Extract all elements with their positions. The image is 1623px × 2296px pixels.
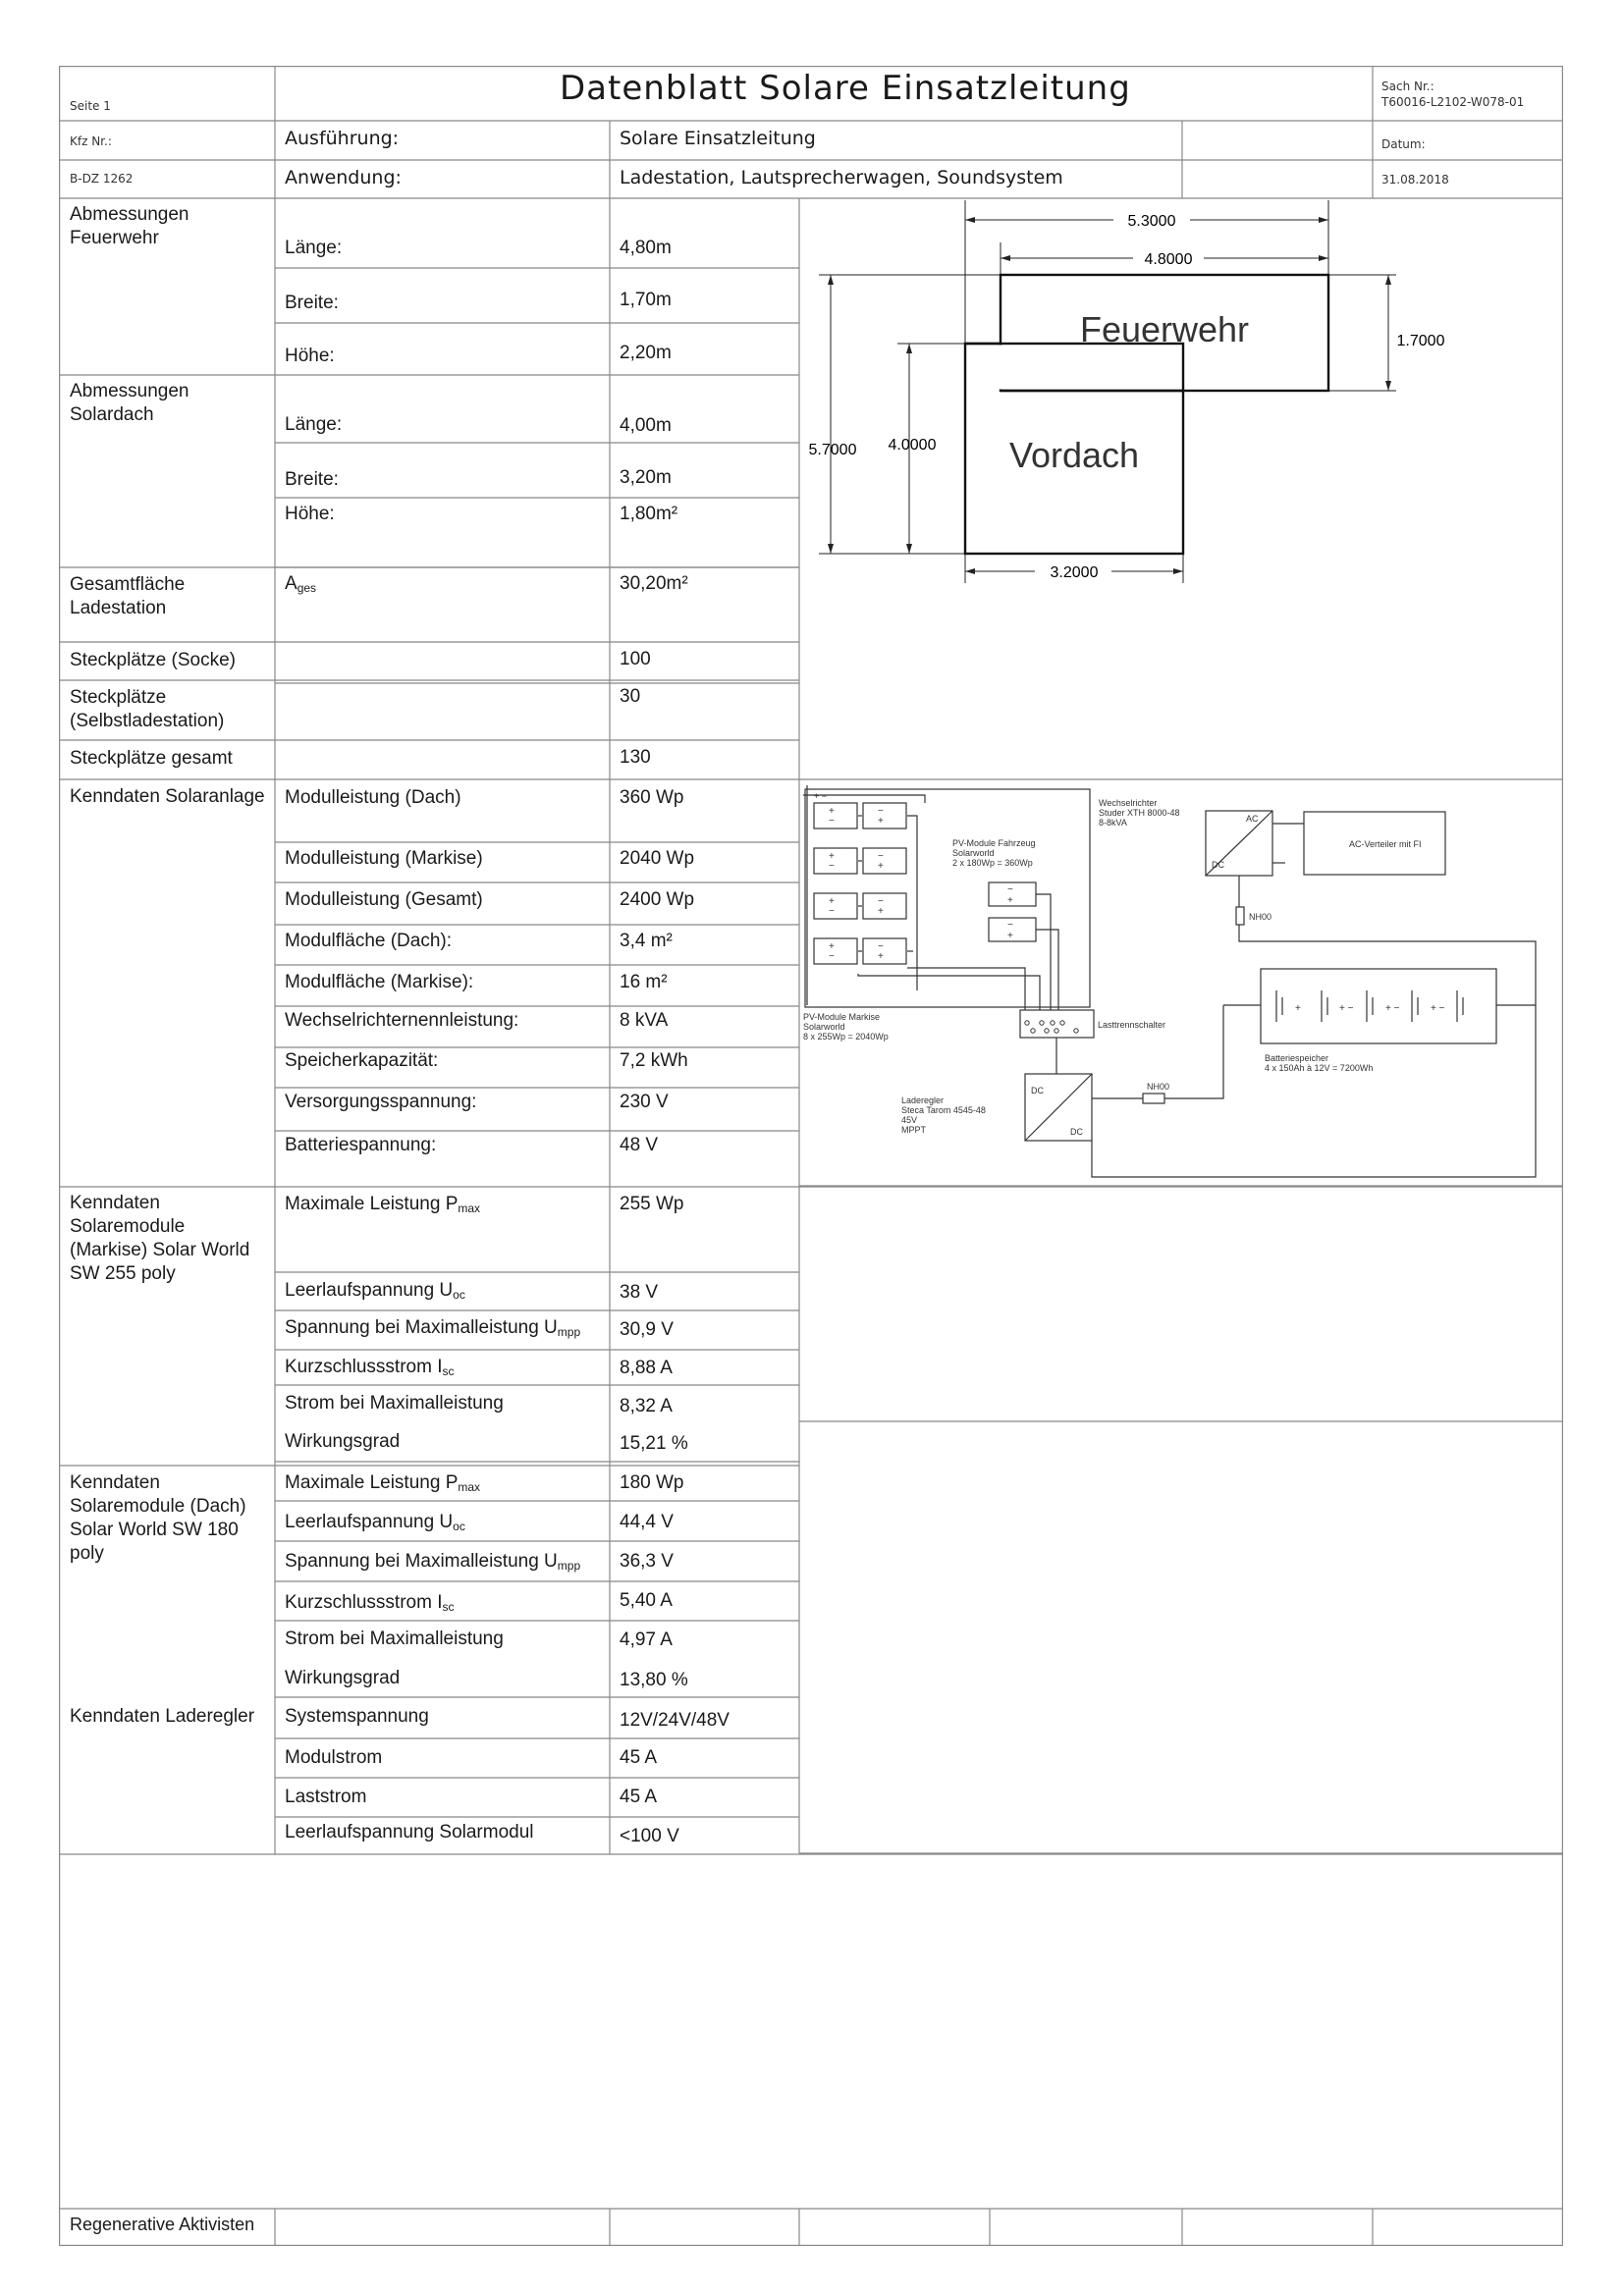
row-value: 8,32 A xyxy=(620,1396,673,1416)
laderegler-dc-bottom: DC xyxy=(1070,1127,1083,1137)
laderegler-label-1: Laderegler xyxy=(901,1095,945,1105)
socke-value: 100 xyxy=(620,649,651,669)
label-vordach: Vordach xyxy=(1008,435,1140,475)
plus-sign: + xyxy=(878,906,884,917)
plus-sign: + xyxy=(829,806,835,817)
datum-label: Datum: xyxy=(1381,137,1426,151)
fuse-label-1: NH00 xyxy=(1249,912,1272,922)
row-value: 3,20m xyxy=(620,467,672,488)
minus-sign: − xyxy=(878,806,884,817)
ausfuehrung-value: Solare Einsatzleitung xyxy=(620,128,816,149)
dim-left-inner: 4.0000 xyxy=(888,437,937,454)
row-label: Versorgungsspannung: xyxy=(285,1092,477,1112)
anwendung-value: Ladestation, Lautsprecherwagen, Soundsystem xyxy=(620,167,1063,188)
gesamt-symbol: $A_{ges}$ xyxy=(285,573,317,595)
row-value: 180 Wp xyxy=(620,1472,684,1493)
row-label: Wirkungsgrad xyxy=(285,1668,401,1688)
row-label: Strom bei Maximalleistung xyxy=(285,1393,504,1414)
row-value: 2,20m xyxy=(620,343,672,363)
row-label: Höhe: xyxy=(285,346,335,366)
dim-top-inner: 4.8000 xyxy=(1144,251,1193,268)
row-value: 16 m² xyxy=(620,972,668,992)
row-label: Systemspannung xyxy=(285,1706,429,1727)
row-value: 1,70m xyxy=(620,290,672,310)
row-label: Modulleistung (Dach) xyxy=(285,787,461,808)
row-value: 4,00m xyxy=(620,415,672,436)
row-label: Breite: xyxy=(285,469,339,490)
row-value: 15,21 % xyxy=(620,1433,688,1454)
ausfuehrung-label: Ausführung: xyxy=(285,128,400,149)
plus-sign: + xyxy=(878,816,884,827)
section-title-steck-gesamt: Steckplätze gesamt xyxy=(70,748,233,769)
laderegler-label-4: MPPT xyxy=(901,1125,927,1135)
plus-sign: + xyxy=(1007,931,1013,941)
row-value: 360 Wp xyxy=(620,787,684,808)
section-title-selbstladestation: Steckplätze (Selbstladestation) xyxy=(70,687,225,731)
section-title-socke: Steckplätze (Socke) xyxy=(70,650,236,670)
steck-gesamt-value: 130 xyxy=(620,747,651,768)
minus-sign: − xyxy=(829,951,835,962)
row-value: 48 V xyxy=(620,1135,659,1155)
kfz-value: B-DZ 1262 xyxy=(70,172,134,186)
minus-sign: − xyxy=(829,816,835,827)
sach-value: T60016-L2102-W078-01 xyxy=(1381,95,1525,109)
minus-sign: − xyxy=(1007,884,1013,895)
minus-sign: + − xyxy=(1431,1003,1445,1014)
row-label: Kurzschlussstrom $I_{sc}$ xyxy=(285,1357,455,1378)
plus-sign: + xyxy=(829,896,835,907)
pv-markise-plusminus-1: + − xyxy=(814,791,828,801)
row-label: Maximale Leistung $P_{max}$ xyxy=(285,1194,481,1215)
row-value: 12V/24V/48V xyxy=(620,1710,730,1731)
anwendung-label: Anwendung: xyxy=(285,167,402,188)
row-label: Modulfläche (Markise): xyxy=(285,972,474,992)
plus-sign: + xyxy=(1007,895,1013,906)
datasheet xyxy=(59,66,1563,2246)
row-value: 1,80m² xyxy=(620,504,678,524)
row-label: Modulfläche (Dach): xyxy=(285,931,453,951)
row-label: Länge: xyxy=(285,414,343,435)
minus-sign: − xyxy=(829,906,835,917)
plus-sign: + xyxy=(1295,1003,1301,1014)
row-value: 5,40 A xyxy=(620,1590,673,1611)
row-label: Leerlaufspannung $U_{oc}$ xyxy=(285,1280,465,1302)
minus-sign: + − xyxy=(1339,1003,1354,1014)
fuse-label-2: NH00 xyxy=(1147,1082,1170,1092)
minus-sign: − xyxy=(878,896,884,907)
battery-label-1: Batteriespeicher xyxy=(1265,1053,1329,1063)
section-title-abm-feuerwehr: Abmessungen Feuerwehr xyxy=(70,204,189,248)
section-title-kenndaten-laderegler: Kenndaten Laderegler xyxy=(70,1706,255,1727)
section-title-kenndaten-dach: Kenndaten Solaremodule (Dach) Solar World SW 180 poly xyxy=(70,1472,246,1564)
combiner-label: Lasttrennschalter xyxy=(1098,1020,1166,1030)
battery-label-2: 4 x 150Ah à 12V = 7200Wh xyxy=(1265,1063,1374,1073)
plus-sign: + xyxy=(829,941,835,952)
row-value: 45 A xyxy=(620,1747,658,1768)
sach-label: Sach Nr.: xyxy=(1381,80,1434,93)
row-label: Modulleistung (Markise) xyxy=(285,848,483,869)
minus-sign: − xyxy=(878,851,884,862)
row-label: Breite: xyxy=(285,293,339,313)
row-value: 13,80 % xyxy=(620,1670,688,1690)
section-title-kenndaten-solaranlage: Kenndaten Solaranlage xyxy=(70,786,265,807)
pv-dach-label-2: Solarworld xyxy=(952,848,995,858)
row-value: 30,9 V xyxy=(620,1319,674,1340)
row-value: 36,3 V xyxy=(620,1551,674,1572)
row-value: 2400 Wp xyxy=(620,889,695,910)
row-label: Wirkungsgrad xyxy=(285,1431,401,1452)
dim-bottom: 3.2000 xyxy=(1050,564,1099,581)
minus-sign: + − xyxy=(1385,1003,1400,1014)
row-value: 4,97 A xyxy=(620,1629,673,1650)
row-label: Modulstrom xyxy=(285,1747,383,1768)
row-label: Modulleistung (Gesamt) xyxy=(285,889,483,910)
plus-sign: + xyxy=(878,951,884,962)
row-value: 8,88 A xyxy=(620,1358,673,1378)
section-title-gesamtflaeche: Gesamtfläche Ladestation xyxy=(70,574,186,618)
laderegler-label-2: Steca Tarom 4545-48 xyxy=(901,1105,986,1115)
dim-left-outer: 5.7000 xyxy=(808,442,857,458)
row-label: Kurzschlussstrom $I_{sc}$ xyxy=(285,1592,455,1614)
row-label: Leerlaufspannung $U_{oc}$ xyxy=(285,1512,465,1533)
row-label: Laststrom xyxy=(285,1787,367,1807)
row-value: 7,2 kWh xyxy=(620,1050,688,1071)
row-label: Maximale Leistung $P_{max}$ xyxy=(285,1472,481,1494)
row-value: 3,4 m² xyxy=(620,931,673,951)
minus-sign: − xyxy=(878,941,884,952)
row-label: Batteriespannung: xyxy=(285,1135,437,1155)
row-value: 8 kVA xyxy=(620,1010,669,1031)
row-label: Spannung bei Maximalleistung $U_{mpp}$ xyxy=(285,1317,581,1339)
selbst-value: 30 xyxy=(620,686,641,707)
inverter-label-3: 8-8kVA xyxy=(1099,818,1127,828)
pv-markise-label-1: PV-Module Markise xyxy=(803,1012,881,1022)
row-label: Speicherkapazität: xyxy=(285,1050,439,1071)
row-label: Strom bei Maximalleistung xyxy=(285,1629,504,1649)
page-title: Datenblatt Solare Einsatzleitung xyxy=(560,69,1131,108)
kfz-label: Kfz Nr.: xyxy=(70,134,112,148)
inverter-label-1: Wechselrichter xyxy=(1099,798,1158,808)
inverter-ac-label: AC xyxy=(1246,814,1259,824)
laderegler-dc-top: DC xyxy=(1031,1086,1044,1095)
row-value: 44,4 V xyxy=(620,1512,674,1532)
dim-right: 1.7000 xyxy=(1396,333,1445,349)
laderegler-label-3: 45V xyxy=(901,1115,918,1125)
plus-sign: + xyxy=(878,861,884,872)
pv-markise-label-3: 8 x 255Wp = 2040Wp xyxy=(803,1032,889,1041)
datum-value: 31.08.2018 xyxy=(1381,173,1449,187)
row-value: 230 V xyxy=(620,1092,669,1112)
row-value: 4,80m xyxy=(620,238,672,258)
row-value: <100 V xyxy=(620,1826,679,1846)
dimension-drawing xyxy=(799,198,1563,581)
row-label: Höhe: xyxy=(285,504,335,524)
pv-dach-label-1: PV-Module Fahrzeug xyxy=(952,838,1036,848)
row-label: Leerlaufspannung Solarmodul xyxy=(285,1822,534,1842)
row-value: 38 V xyxy=(620,1282,659,1303)
inverter-label-2: Studer XTH 8000-48 xyxy=(1099,808,1180,818)
dim-top-outer: 5.3000 xyxy=(1127,213,1176,230)
pv-markise-label-2: Solarworld xyxy=(803,1022,845,1032)
row-value: 255 Wp xyxy=(620,1194,684,1214)
row-value: 45 A xyxy=(620,1787,658,1807)
ac-distributor-label: AC-Verteiler mit FI xyxy=(1349,839,1422,849)
page-number: Seite 1 xyxy=(70,99,111,113)
inverter-dc-label: DC xyxy=(1212,860,1224,870)
row-label: Wechselrichternennleistung: xyxy=(285,1010,519,1031)
label-feuerwehr: Feuerwehr xyxy=(1079,309,1250,349)
gesamt-value: 30,20m² xyxy=(620,573,688,594)
pv-dach-label-3: 2 x 180Wp = 360Wp xyxy=(952,858,1033,868)
circuit-diagram xyxy=(799,779,1563,1186)
plus-sign: + xyxy=(829,851,835,862)
footer-label: Regenerative Aktivisten xyxy=(70,2215,255,2234)
row-label: Spannung bei Maximalleistung $U_{mpp}$ xyxy=(285,1551,581,1573)
row-label: Länge: xyxy=(285,238,343,258)
row-value: 2040 Wp xyxy=(620,848,695,869)
section-title-kenndaten-markise: Kenndaten Solaremodule (Markise) Solar World SW 255 poly xyxy=(70,1193,250,1284)
minus-sign: − xyxy=(829,861,835,872)
minus-sign: − xyxy=(1007,920,1013,931)
section-title-abm-solardach: Abmessungen Solardach xyxy=(70,381,189,425)
